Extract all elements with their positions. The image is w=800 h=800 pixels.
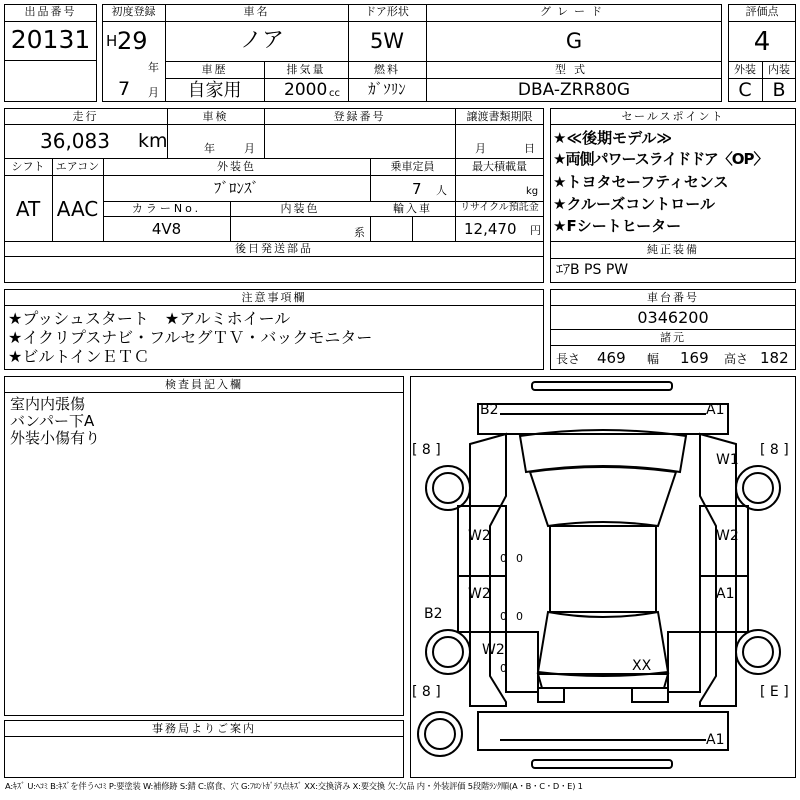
svg-text:0: 0 [500,552,507,565]
sales-point: ★クルーズコントロール [553,195,715,213]
note-line: ★イクリプスナビ・フルセグＴＶ・バックモニター [8,328,373,347]
svg-text:0: 0 [516,610,523,623]
aircon: AAC [56,197,99,221]
damage-mark: W2 [716,528,739,544]
damage-mark: A1 [706,732,725,748]
damage-mark: XX [632,658,652,674]
svg-text:0: 0 [500,662,507,675]
name-label: 車名 [243,5,270,18]
equipment: ｴｱB PS PW [556,262,629,278]
door-label: ドア形状 [365,5,409,18]
damage-mark: W1 [716,452,739,468]
length: 469 [597,349,626,367]
tire-rating: [ 8 ] [412,442,441,458]
damage-mark: W2 [468,586,491,602]
damage-mark: W2 [482,642,505,658]
model-code: DBA-ZRR80G [517,80,631,100]
tire-rating: [ E ] [760,684,789,700]
sales-point: ★トヨタセーフティセンス [553,173,729,191]
door-type: 5W [369,29,405,53]
car-name: ノア [240,28,285,53]
score: 4 [753,27,771,57]
displacement: 2000 [284,80,328,100]
seats: 7 [412,180,422,198]
tire-rating: [ 8 ] [412,684,441,700]
sales-point: ★≪後期モデル≫ [553,129,673,147]
body-color: ﾌﾞﾛﾝｽﾞ [213,179,259,197]
chassis-number: 0346200 [637,308,709,327]
height: 182 [760,349,789,367]
lot-label: 出品番号 [24,5,77,18]
recycle-fee: 12,470 [464,220,517,238]
width: 169 [680,349,709,367]
car-diagram [410,376,796,778]
mileage: 36,083 [40,129,110,153]
shift: AT [15,197,41,221]
reg-year: 29 [117,27,148,55]
lot-number: 20131 [10,25,91,54]
damage-mark: A1 [706,402,725,418]
int-grade: B [772,79,786,101]
inspector-line: 外装小傷有り [10,429,101,447]
sales-point: ★両側パワースライドドア〈OP〉 [553,150,768,168]
damage-mark: B2 [424,606,443,622]
ext-grade: C [738,79,752,101]
damage-mark: A1 [716,586,735,602]
inspector-line: 室内内張傷 [10,395,86,413]
tire-rating: [ 8 ] [760,442,789,458]
damage-mark: B2 [480,402,499,418]
sales-point: ★Fシートヒーター [553,217,682,235]
svg-text:0: 0 [500,610,507,623]
damage-mark: W2 [468,528,491,544]
note-line: ★ビルトインＥＴＣ [8,347,150,366]
grade-label: グレード [540,5,608,18]
color-no: 4V8 [151,220,182,238]
legend: A:ｷｽﾞ U:ﾍｺﾐ B:ｷｽﾞを伴うﾍｺﾐ P:要塗装 W:補修跡 S:錆 C:腐食、穴 G:ﾌﾛﾝﾄｶﾞﾗｽ点ｷｽﾞ XX:交換済み X:要交換 欠:欠品 内・外装評価 5段階ﾗﾝｸ順(A・B・C・D・E) 1 [5,781,583,791]
era: H [106,32,118,50]
history: 自家用 [187,80,242,101]
grade: G [565,29,583,53]
first-reg-label: 初度登録 [111,5,156,18]
fuel: ｶﾞｿﾘﾝ [368,80,406,98]
svg-text:0: 0 [516,552,523,565]
inspector-line: バンパー下A [10,412,95,430]
note-line: ★プッシュスタート ★アルミホイール [8,309,291,328]
reg-month: 7 [118,78,131,100]
